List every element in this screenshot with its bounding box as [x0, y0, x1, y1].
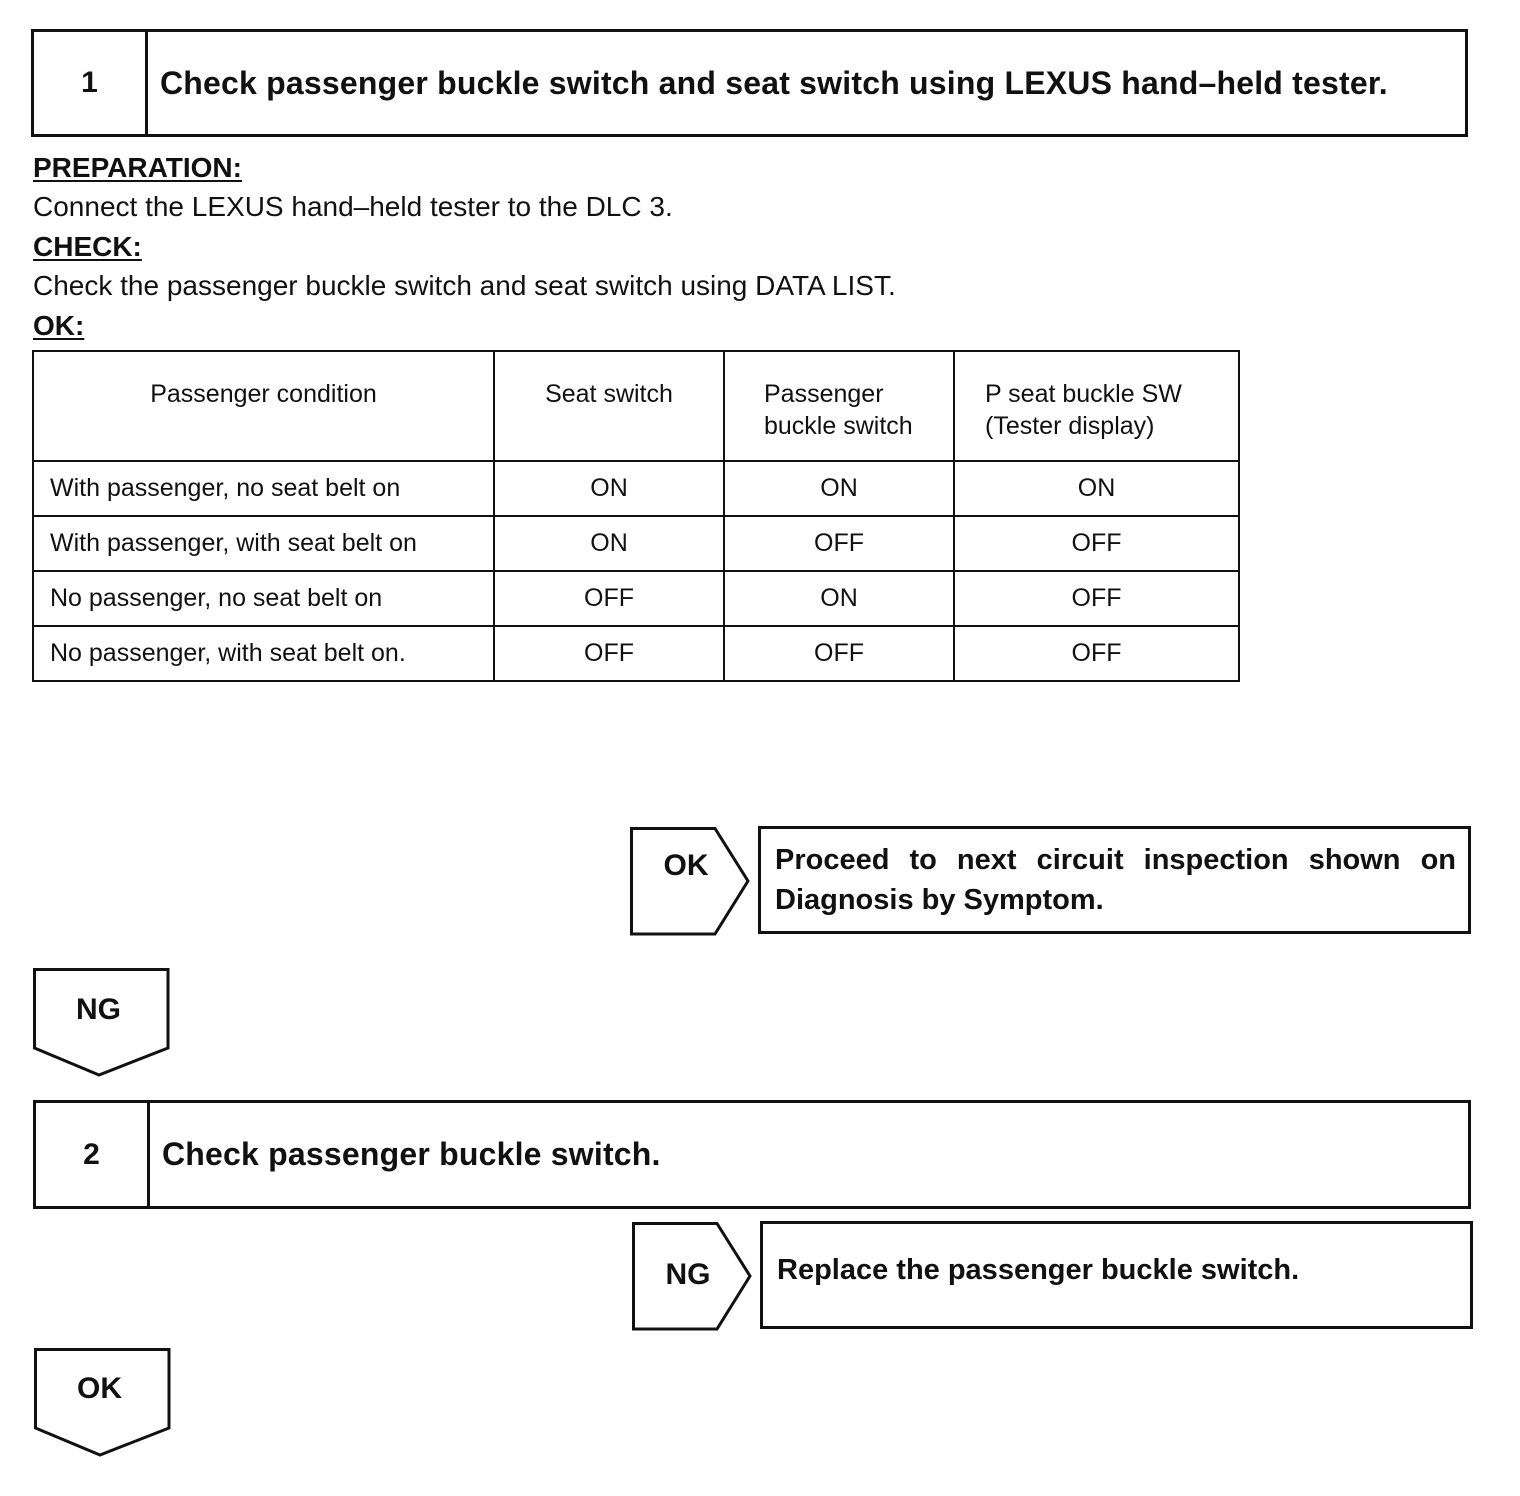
cell-seat-switch: OFF [494, 571, 724, 626]
table-row [33, 461, 1239, 516]
cell-seat-switch: ON [494, 461, 724, 516]
ng-branch-result-text: Replace the passenger buckle switch. [777, 1254, 1300, 1286]
ok-branch-label: OK [663, 849, 709, 882]
header-seat-switch [494, 351, 724, 461]
step-2-box [33, 1100, 1471, 1209]
ok-branch-result-text: Proceed to next circuit inspection shown on Diagnosis by Symptom. [775, 844, 1456, 916]
header-passenger-condition [33, 351, 494, 461]
cell-tester-display: OFF [954, 516, 1239, 571]
cell-tester-display: OFF [954, 626, 1239, 681]
cell-buckle-switch: OFF [724, 626, 954, 681]
cell-condition: With passenger, with seat belt on [33, 516, 494, 571]
header-label: P seat buckle SW (Tester display) [985, 380, 1182, 440]
preparation-heading: PREPARATION: [33, 152, 242, 183]
ng-branch-result [760, 1221, 1473, 1329]
cell-buckle-switch: OFF [724, 516, 954, 571]
cell-seat-switch: OFF [494, 626, 724, 681]
ng-branch-label: NG [665, 1258, 711, 1291]
ok-criteria-table [32, 350, 1240, 682]
step-2-number: 2 [36, 1103, 150, 1206]
check-heading: CHECK: [33, 231, 142, 262]
ok-flow-label: OK [77, 1372, 122, 1405]
header-label: Seat switch [545, 380, 673, 408]
ng-flow-label: NG [76, 993, 121, 1026]
table-row [33, 626, 1239, 681]
ok-branch-result [758, 826, 1471, 934]
header-p-seat-buckle-sw [954, 351, 1239, 461]
step-1-title: Check passenger buckle switch and seat switch using LEXUS hand–held tester. [160, 64, 1388, 101]
cell-condition: No passenger, with seat belt on. [33, 626, 494, 681]
table-row [33, 516, 1239, 571]
ok-heading: OK: [33, 310, 85, 341]
cell-tester-display: ON [954, 461, 1239, 516]
header-label: Passenger buckle switch [764, 380, 913, 440]
check-text: Check the passenger buckle switch and seat switch using DATA LIST. [33, 270, 896, 301]
cell-condition: No passenger, no seat belt on [33, 571, 494, 626]
cell-seat-switch: ON [494, 516, 724, 571]
cell-buckle-switch: ON [724, 571, 954, 626]
header-label: Passenger condition [150, 380, 377, 408]
step-1-box [31, 29, 1468, 137]
header-passenger-buckle-switch [724, 351, 954, 461]
cell-condition: With passenger, no seat belt on [33, 461, 494, 516]
cell-tester-display: OFF [954, 571, 1239, 626]
preparation-text: Connect the LEXUS hand–held tester to the DLC 3. [33, 191, 673, 222]
step-1-number: 1 [34, 32, 148, 134]
table-header-row [33, 351, 1239, 461]
table-row [33, 571, 1239, 626]
step-2-title: Check passenger buckle switch. [162, 1136, 661, 1172]
cell-buckle-switch: ON [724, 461, 954, 516]
